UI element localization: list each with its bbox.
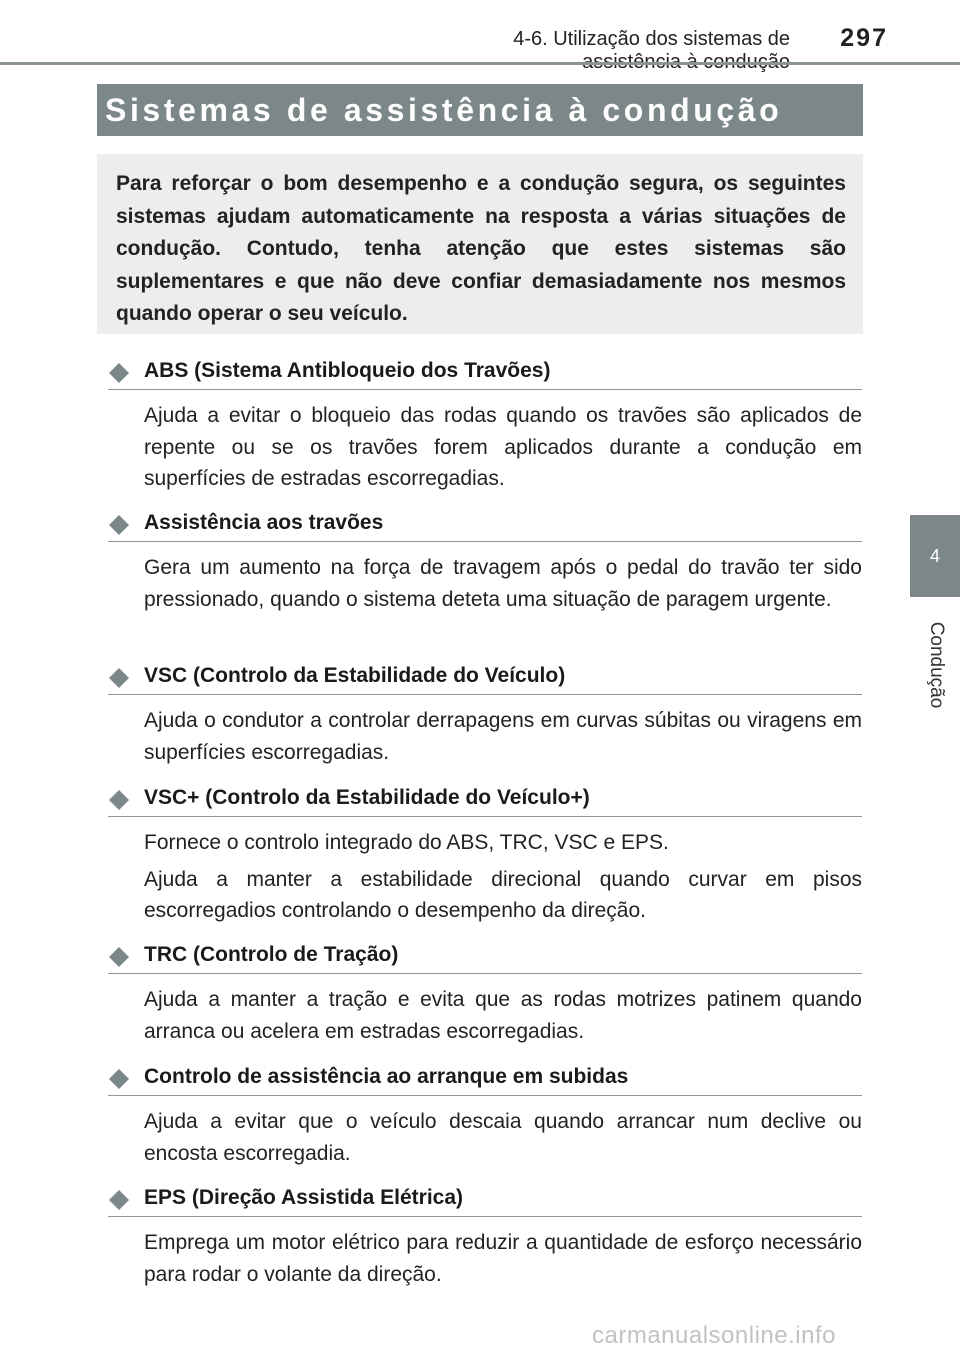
- diamond-icon: [109, 363, 129, 383]
- chapter-number: 4: [929, 546, 940, 566]
- section-paragraph: Ajuda a manter a tração e evita que as rodas motrizes patinem quando arranca ou acelera em estradas escorregadias.: [144, 988, 862, 1043]
- section-hill-start: [108, 1063, 862, 1169]
- section-abs: [108, 357, 862, 495]
- section-paragraph: Ajuda o condutor a controlar derrapagens em curvas súbitas ou viragens em superfícies escorregadias.: [144, 709, 862, 764]
- section-header: [108, 784, 862, 817]
- chapter-tab[interactable]: [910, 515, 960, 597]
- section-title: Assistência aos travões: [144, 511, 384, 534]
- section-title: VSC (Controlo da Estabilidade do Veículo): [144, 664, 566, 687]
- diamond-icon: [109, 1190, 129, 1210]
- section-title: EPS (Direção Assistida Elétrica): [144, 1186, 464, 1209]
- chapter-label: Condução: [926, 621, 947, 709]
- section-paragraph: Emprega um motor elétrico para reduzir a quantidade de esforço necessário para rodar o volante da direção.: [144, 1231, 862, 1286]
- section-vsc-plus: [108, 784, 862, 927]
- watermark: carmanualsonline.info: [592, 1322, 836, 1349]
- diamond-icon: [109, 515, 129, 535]
- section-vsc: [108, 662, 862, 768]
- page-number: 297: [840, 24, 888, 52]
- diamond-icon: [109, 668, 129, 688]
- section-brake-assist: [108, 509, 862, 615]
- section-header: [108, 941, 862, 974]
- section-paragraph: Fornece o controlo integrado do ABS, TRC, VSC e EPS.: [144, 831, 669, 854]
- section-paragraph: Ajuda a manter a estabilidade direcional quando curvar em pisos escorregadios controlando o desempenho da direção.: [144, 867, 862, 922]
- section-header: [108, 509, 862, 542]
- section-header: [108, 357, 862, 390]
- section-header: [108, 662, 862, 695]
- section-header: [108, 1184, 862, 1217]
- diamond-icon: [109, 947, 129, 967]
- section-trc: [108, 941, 862, 1047]
- section-title: ABS (Sistema Antibloqueio dos Travões): [144, 359, 551, 382]
- section-paragraph: Ajuda a evitar o bloqueio das rodas quando os travões são aplicados de repente ou se os travões forem aplicados durante a condução em superfícies de estradas escorregadias.: [144, 404, 862, 490]
- header-rule: [0, 62, 960, 65]
- intro-box: [97, 154, 863, 334]
- section-title: TRC (Controlo de Tração): [144, 943, 399, 966]
- section-eps: [108, 1184, 862, 1290]
- diamond-icon: [109, 1069, 129, 1089]
- section-header: [108, 1063, 862, 1096]
- section-paragraph: Gera um aumento na força de travagem após o pedal do travão ter sido pressionado, quando o sistema deteta uma situação de paragem urgente.: [144, 556, 862, 611]
- section-title: VSC+ (Controlo da Estabilidade do Veículo+): [144, 786, 590, 809]
- intro-text: Para reforçar o bom desempenho e a condução segura, os seguintes sistemas ajudam automaticamente na resposta a várias situações de condução. Contudo, tenha atenção que estes sistemas são suplementares e que não deve confiar demasiadamente nos mesmos quando operar o seu veículo.: [116, 172, 846, 326]
- page-title-bar: [97, 84, 863, 136]
- header-section-title: 4-6. Utilização dos sistemas de: [513, 28, 790, 50]
- section-title: Controlo de assistência ao arranque em subidas: [144, 1065, 629, 1088]
- section-paragraph: Ajuda a evitar que o veículo descaia quando arrancar num declive ou encosta escorregadia.: [144, 1110, 862, 1165]
- diamond-icon: [109, 790, 129, 810]
- page-title: Sistemas de assistência à condução: [105, 92, 783, 128]
